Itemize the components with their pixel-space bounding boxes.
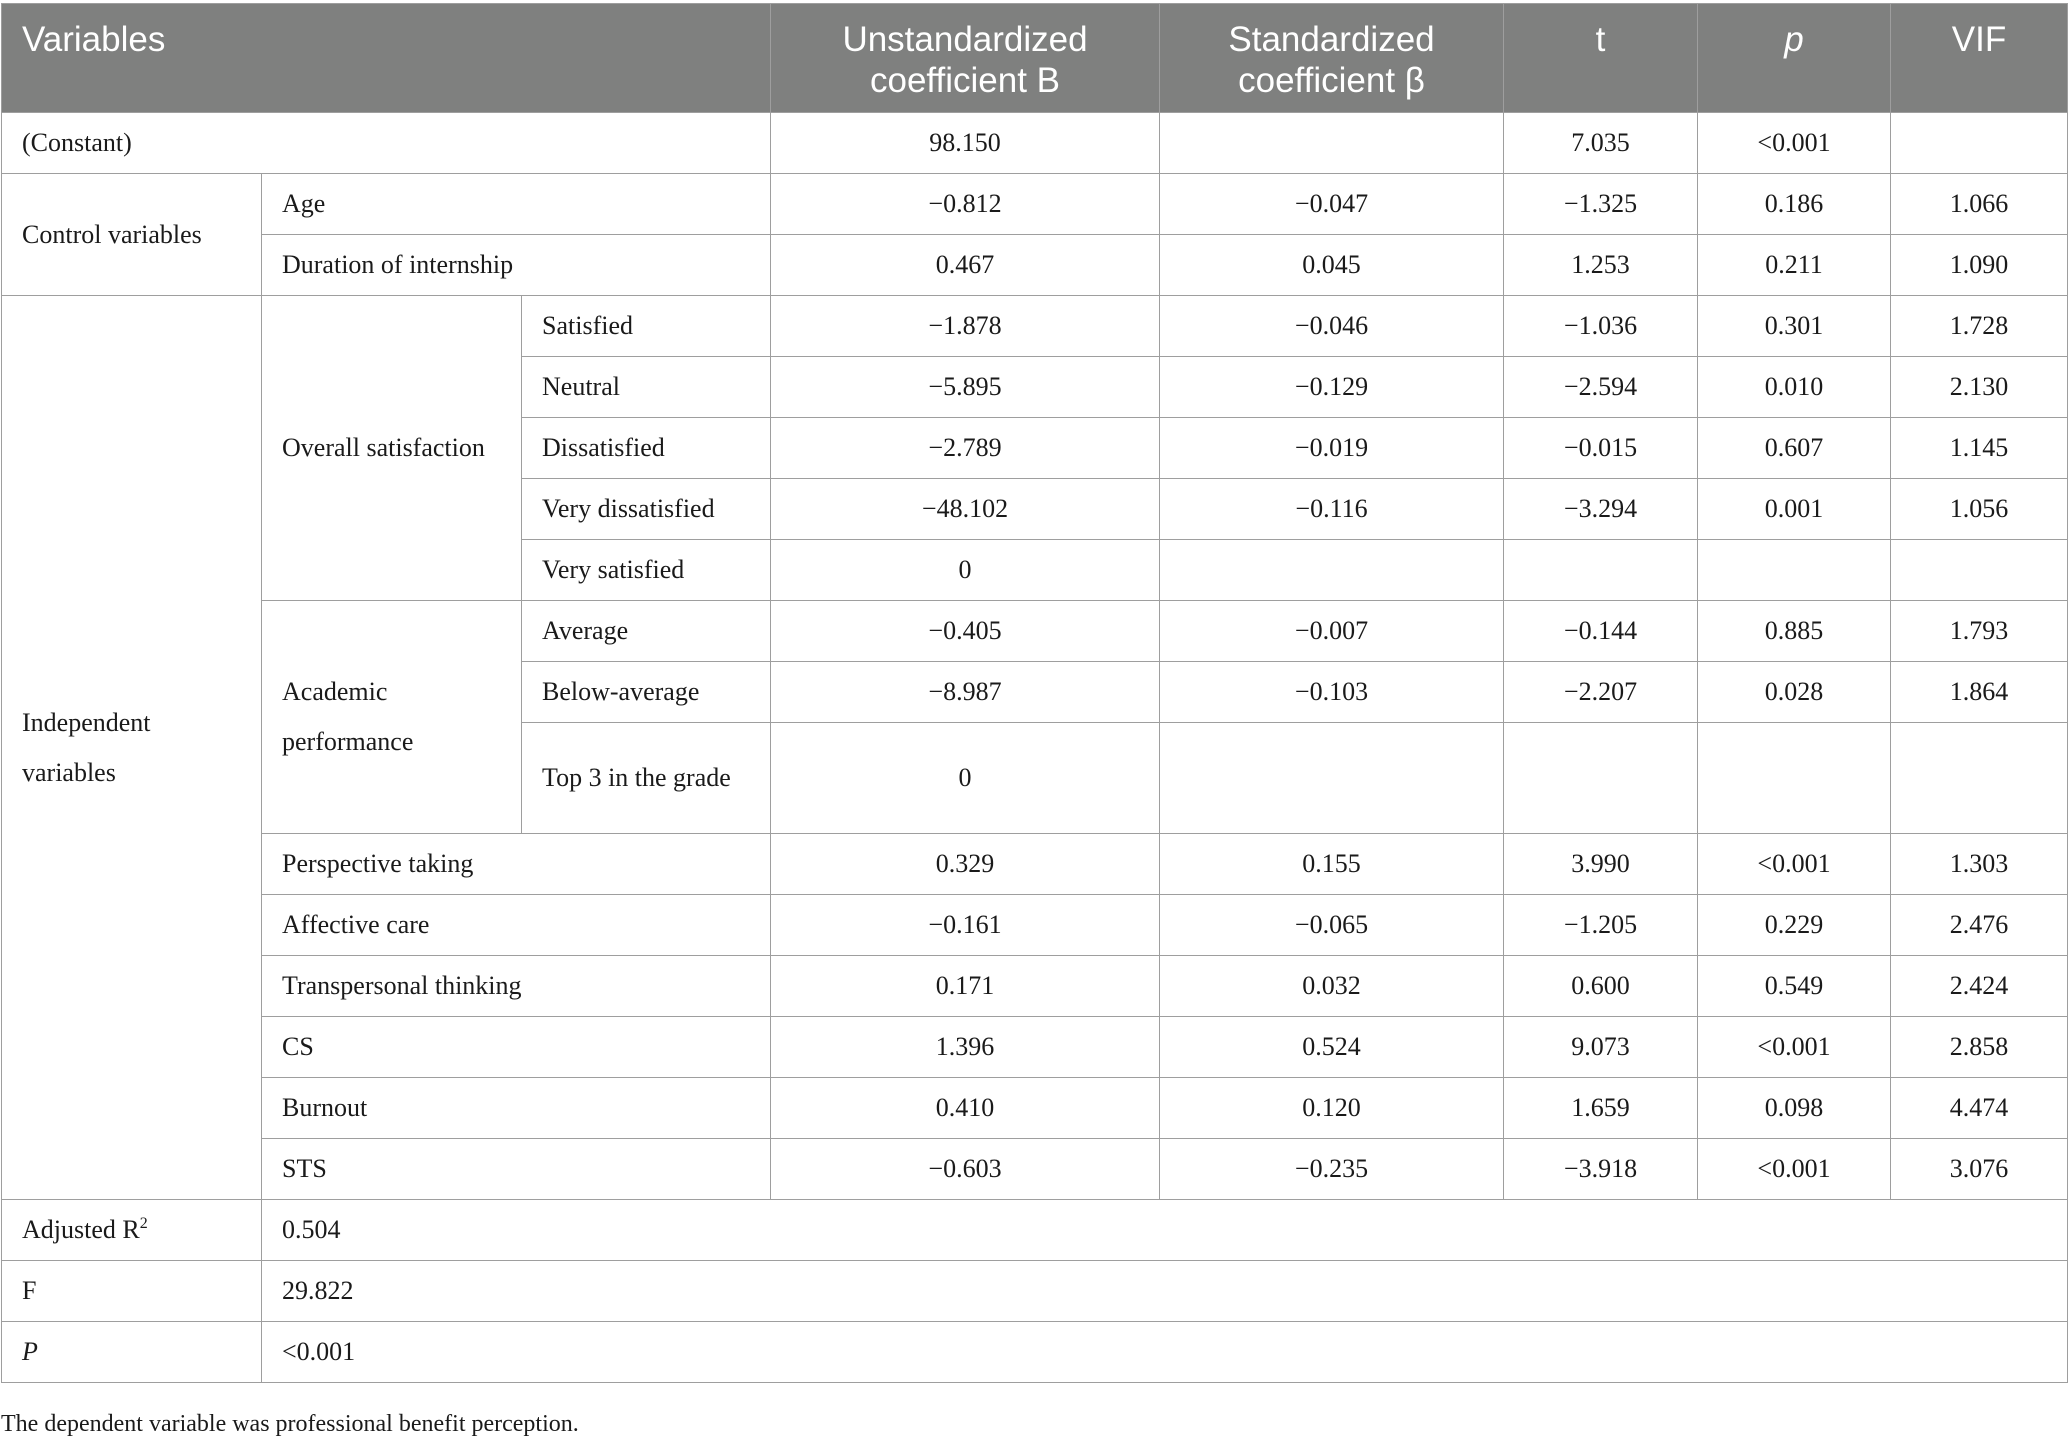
cell-b: −0.812 bbox=[771, 174, 1160, 235]
table-row-transpersonal-thinking bbox=[2, 956, 2068, 1017]
cell-beta: 0.155 bbox=[1160, 834, 1504, 895]
cell-vif: 4.474 bbox=[1891, 1078, 2068, 1139]
cell-p: 0.549 bbox=[1698, 956, 1891, 1017]
cell-p: 0.028 bbox=[1698, 662, 1891, 723]
regression-table bbox=[1, 3, 2068, 1383]
cell-p: <0.001 bbox=[1698, 1017, 1891, 1078]
cell-t: −3.918 bbox=[1504, 1139, 1698, 1200]
cell-b: −2.789 bbox=[771, 418, 1160, 479]
cell-beta: −0.065 bbox=[1160, 895, 1504, 956]
cell-b: 0 bbox=[771, 540, 1160, 601]
cell-p: 0.607 bbox=[1698, 418, 1891, 479]
cell-vif: 1.864 bbox=[1891, 662, 2068, 723]
row-label: Top 3 in the grade bbox=[522, 723, 771, 834]
table-row-perspective-taking bbox=[2, 834, 2068, 895]
cell-vif bbox=[1891, 540, 2068, 601]
cell-t: −1.036 bbox=[1504, 296, 1698, 357]
cell-t: 7.035 bbox=[1504, 113, 1698, 174]
cell-vif: 1.728 bbox=[1891, 296, 2068, 357]
cell-beta: −0.046 bbox=[1160, 296, 1504, 357]
header-unstandardized-b: Unstandardized coefficient B bbox=[771, 4, 1160, 113]
cell-beta: −0.019 bbox=[1160, 418, 1504, 479]
cell-beta: 0.120 bbox=[1160, 1078, 1504, 1139]
cell-t: 1.659 bbox=[1504, 1078, 1698, 1139]
header-t: t bbox=[1504, 4, 1698, 113]
row-label: Below-average bbox=[522, 662, 771, 723]
table-row-p bbox=[2, 1322, 2068, 1383]
table-row-burnout bbox=[2, 1078, 2068, 1139]
cell-vif: 2.858 bbox=[1891, 1017, 2068, 1078]
cell-beta: 0.045 bbox=[1160, 235, 1504, 296]
cell-beta: 0.524 bbox=[1160, 1017, 1504, 1078]
group-label-independent: Independent variables bbox=[2, 296, 262, 1200]
cell-beta: −0.235 bbox=[1160, 1139, 1504, 1200]
row-label: CS bbox=[262, 1017, 771, 1078]
table-row-sts bbox=[2, 1139, 2068, 1200]
cell-p: <0.001 bbox=[1698, 834, 1891, 895]
header-variables: Variables bbox=[2, 4, 771, 113]
row-label: Transpersonal thinking bbox=[262, 956, 771, 1017]
header-standardized-beta: Standardized coefficient β bbox=[1160, 4, 1504, 113]
row-label: Very satisfied bbox=[522, 540, 771, 601]
summary-value-p: <0.001 bbox=[262, 1322, 2068, 1383]
group-label-control: Control variables bbox=[2, 174, 262, 296]
header-vif: VIF bbox=[1891, 4, 2068, 113]
row-label: Neutral bbox=[522, 357, 771, 418]
cell-vif: 3.076 bbox=[1891, 1139, 2068, 1200]
cell-p: 0.229 bbox=[1698, 895, 1891, 956]
table-row-constant bbox=[2, 113, 2068, 174]
cell-b: 0.171 bbox=[771, 956, 1160, 1017]
summary-label-f: F bbox=[2, 1261, 262, 1322]
cell-b: 0.467 bbox=[771, 235, 1160, 296]
cell-p bbox=[1698, 540, 1891, 601]
cell-vif: 2.476 bbox=[1891, 895, 2068, 956]
table-row-average bbox=[2, 601, 2068, 662]
cell-beta bbox=[1160, 723, 1504, 834]
cell-p: <0.001 bbox=[1698, 1139, 1891, 1200]
cell-t: −0.015 bbox=[1504, 418, 1698, 479]
cell-t: 1.253 bbox=[1504, 235, 1698, 296]
summary-label-p: P bbox=[2, 1322, 262, 1383]
cell-t: −1.205 bbox=[1504, 895, 1698, 956]
cell-b: 0.329 bbox=[771, 834, 1160, 895]
cell-p: 0.001 bbox=[1698, 479, 1891, 540]
cell-p: 0.301 bbox=[1698, 296, 1891, 357]
row-label: STS bbox=[262, 1139, 771, 1200]
cell-beta bbox=[1160, 113, 1504, 174]
cell-b: 98.150 bbox=[771, 113, 1160, 174]
row-label: Duration of internship bbox=[262, 235, 771, 296]
summary-value-adjusted-r2: 0.504 bbox=[262, 1200, 2068, 1261]
cell-vif: 1.303 bbox=[1891, 834, 2068, 895]
cell-beta: −0.047 bbox=[1160, 174, 1504, 235]
cell-b: −0.405 bbox=[771, 601, 1160, 662]
cell-t: −0.144 bbox=[1504, 601, 1698, 662]
row-label: Perspective taking bbox=[262, 834, 771, 895]
row-label: Dissatisfied bbox=[522, 418, 771, 479]
table-row-affective-care bbox=[2, 895, 2068, 956]
row-label: Satisfied bbox=[522, 296, 771, 357]
row-label: Average bbox=[522, 601, 771, 662]
cell-vif: 2.424 bbox=[1891, 956, 2068, 1017]
table-row-age bbox=[2, 174, 2068, 235]
cell-b: −0.603 bbox=[771, 1139, 1160, 1200]
cell-p bbox=[1698, 723, 1891, 834]
subgroup-label-academic: Academic performance bbox=[262, 601, 522, 834]
table-row-f bbox=[2, 1261, 2068, 1322]
table-row-satisfied bbox=[2, 296, 2068, 357]
cell-vif: 1.066 bbox=[1891, 174, 2068, 235]
cell-b: −8.987 bbox=[771, 662, 1160, 723]
cell-vif: 1.090 bbox=[1891, 235, 2068, 296]
table-footnote: The dependent variable was professional benefit perception. bbox=[1, 1411, 579, 1437]
cell-b: −1.878 bbox=[771, 296, 1160, 357]
cell-t: −1.325 bbox=[1504, 174, 1698, 235]
row-label: Very dissatisfied bbox=[522, 479, 771, 540]
cell-p: 0.010 bbox=[1698, 357, 1891, 418]
cell-t: 9.073 bbox=[1504, 1017, 1698, 1078]
adjusted-r-text: Adjusted R bbox=[22, 1215, 140, 1244]
table-row-adjusted-r2 bbox=[2, 1200, 2068, 1261]
cell-t: −2.207 bbox=[1504, 662, 1698, 723]
cell-b: 0.410 bbox=[771, 1078, 1160, 1139]
cell-b: −0.161 bbox=[771, 895, 1160, 956]
cell-p: <0.001 bbox=[1698, 113, 1891, 174]
cell-beta: −0.116 bbox=[1160, 479, 1504, 540]
cell-vif bbox=[1891, 723, 2068, 834]
cell-t: 0.600 bbox=[1504, 956, 1698, 1017]
cell-vif: 1.056 bbox=[1891, 479, 2068, 540]
row-label: (Constant) bbox=[2, 113, 771, 174]
cell-beta bbox=[1160, 540, 1504, 601]
summary-label-adjusted-r2 bbox=[2, 1200, 262, 1261]
cell-p: 0.186 bbox=[1698, 174, 1891, 235]
cell-t: 3.990 bbox=[1504, 834, 1698, 895]
row-label: Burnout bbox=[262, 1078, 771, 1139]
table-row-duration bbox=[2, 235, 2068, 296]
cell-b: −5.895 bbox=[771, 357, 1160, 418]
cell-vif: 2.130 bbox=[1891, 357, 2068, 418]
cell-p: 0.098 bbox=[1698, 1078, 1891, 1139]
cell-t: −2.594 bbox=[1504, 357, 1698, 418]
table-row-cs bbox=[2, 1017, 2068, 1078]
cell-vif: 1.793 bbox=[1891, 601, 2068, 662]
cell-vif: 1.145 bbox=[1891, 418, 2068, 479]
summary-value-f: 29.822 bbox=[262, 1261, 2068, 1322]
cell-p: 0.211 bbox=[1698, 235, 1891, 296]
cell-t: −3.294 bbox=[1504, 479, 1698, 540]
row-label: Age bbox=[262, 174, 771, 235]
header-row bbox=[2, 4, 2068, 113]
header-p: p bbox=[1698, 4, 1891, 113]
cell-b: 0 bbox=[771, 723, 1160, 834]
cell-beta: −0.007 bbox=[1160, 601, 1504, 662]
cell-t bbox=[1504, 540, 1698, 601]
cell-beta: −0.129 bbox=[1160, 357, 1504, 418]
cell-b: −48.102 bbox=[771, 479, 1160, 540]
cell-vif bbox=[1891, 113, 2068, 174]
cell-b: 1.396 bbox=[771, 1017, 1160, 1078]
cell-p: 0.885 bbox=[1698, 601, 1891, 662]
row-label: Affective care bbox=[262, 895, 771, 956]
cell-t bbox=[1504, 723, 1698, 834]
superscript-2: 2 bbox=[139, 1215, 148, 1232]
subgroup-label-satisfaction: Overall satisfaction bbox=[262, 296, 522, 601]
cell-beta: 0.032 bbox=[1160, 956, 1504, 1017]
cell-beta: −0.103 bbox=[1160, 662, 1504, 723]
